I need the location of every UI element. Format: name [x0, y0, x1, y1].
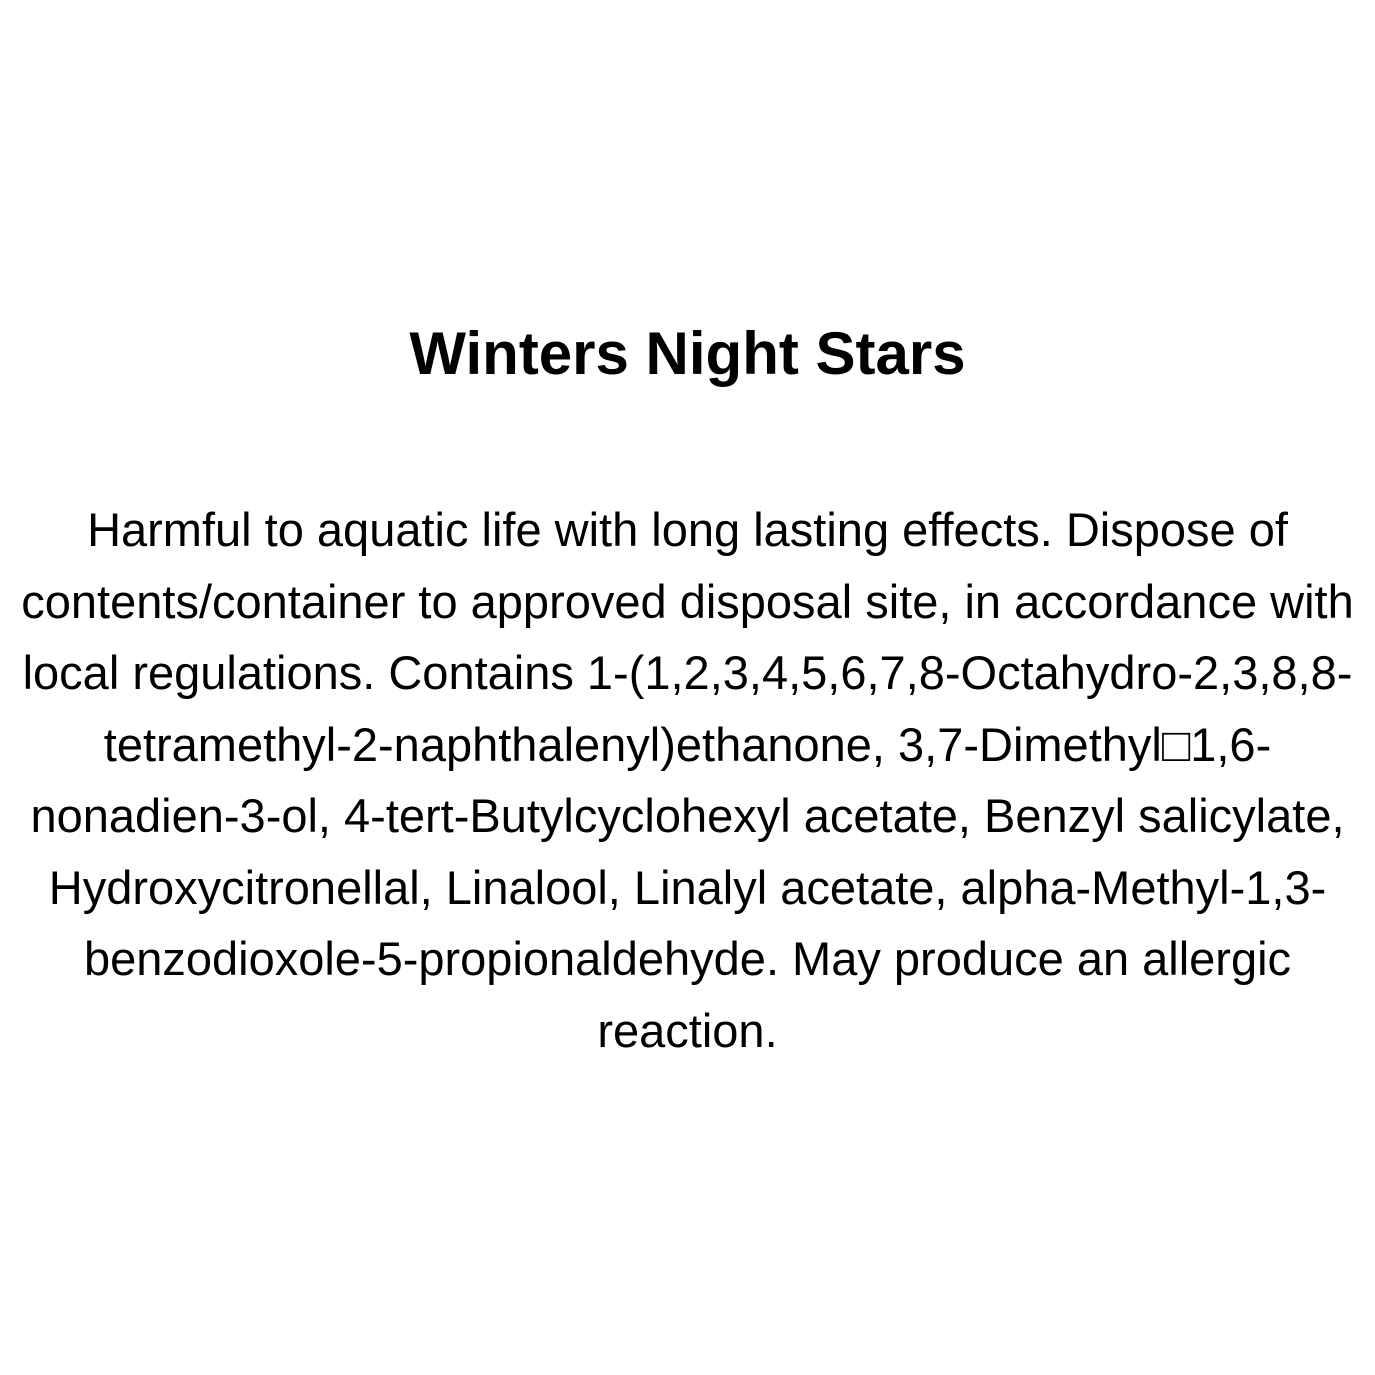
- product-title: Winters Night Stars: [409, 320, 966, 387]
- hazard-warning-text: Harmful to aquatic life with long lasting effects. Dispose of contents/container to approved disposal site, in accordance with local regulations. Contains 1-(1,2,3,4,5,6,7,8-Octahydro-2,3,8,8-tetramethyl-2-naphthalenyl)ethanone, 3,7-Dimethyl□1,6-nonadien-3-ol, 4-tert-Butylcyclohexyl acetate, Benzyl salicylate, Hydroxycitronellal, Linalool, Linalyl acetate, alpha-Methyl-1,3- benzodioxole-5-propionaldehyde. May produce an allergic reaction.: [21, 503, 1354, 1057]
